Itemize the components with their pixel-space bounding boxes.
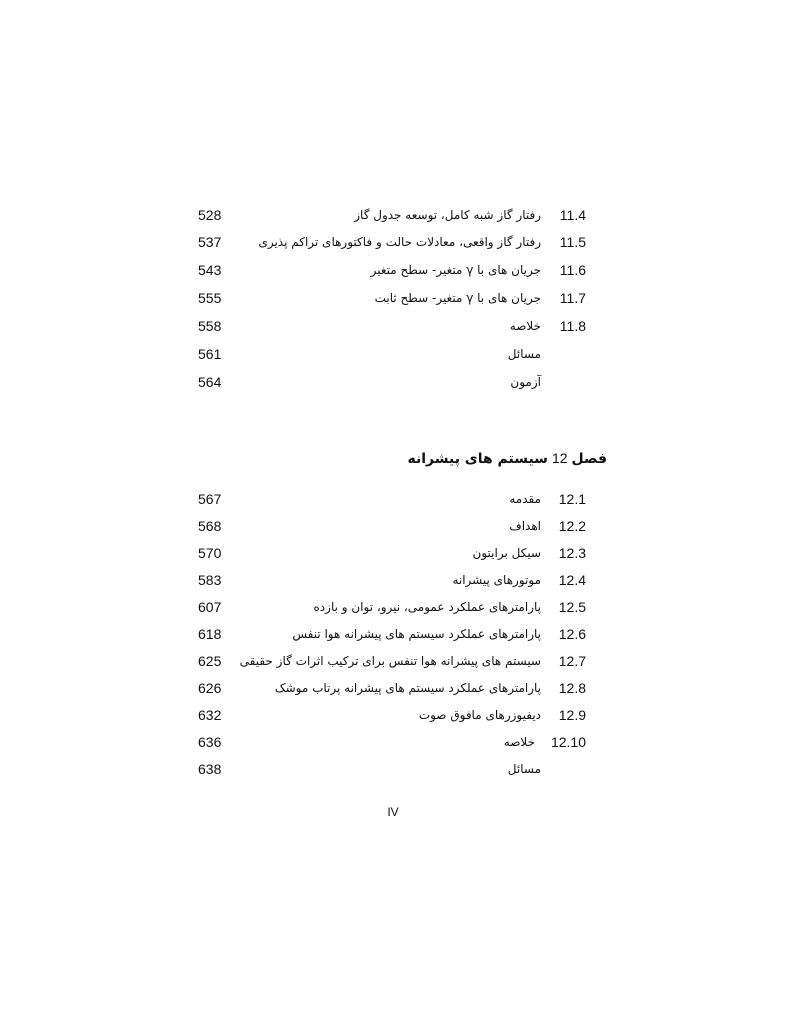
toc-page-number: 638 (198, 761, 222, 777)
toc-row (0, 677, 786, 699)
toc-section-number: 11.4 (559, 207, 586, 223)
toc-row (0, 704, 786, 726)
toc-page-number: 558 (198, 318, 222, 334)
toc-entry-title: سیکل برایتون (472, 546, 541, 560)
chapter-label: فصل (571, 451, 607, 467)
toc-section-number: 11.5 (559, 234, 586, 250)
toc-page-number: 625 (198, 653, 222, 669)
toc-row (0, 259, 786, 281)
toc-section-number: 12.4 (558, 572, 586, 588)
toc-row (0, 231, 786, 253)
toc-page-number: 555 (198, 290, 222, 306)
toc-section-number: 12.6 (558, 626, 586, 642)
toc-page-number: 626 (198, 680, 222, 696)
toc-entry-title: جریان های با γ متغیر- سطح متغیر (370, 263, 541, 277)
toc-row (0, 343, 786, 365)
toc-row (0, 623, 786, 645)
toc-entry-title: مقدمه (509, 492, 541, 506)
toc-row (0, 371, 786, 393)
toc-entry-title: جریان های با γ متغیر- سطح ثابت (374, 291, 541, 305)
chapter-title: سیستم های پیشرانه (407, 451, 548, 467)
toc-section-number: 12.8 (558, 680, 586, 696)
toc-page-number: 567 (198, 491, 222, 507)
chapter-number: 12 (551, 450, 568, 466)
toc-section-number: 12.1 (558, 491, 586, 507)
toc-page-number: 636 (198, 734, 222, 750)
toc-row (0, 758, 786, 780)
toc-entry-title: پارامترهای عملکرد عمومی، نیرو، توان و بازده (313, 600, 541, 614)
toc-page-number: 528 (198, 207, 222, 223)
toc-entry-title: موتورهای پیشرانه (452, 573, 541, 587)
toc-page-number: 568 (198, 518, 222, 534)
toc-section-number: 12.2 (558, 518, 586, 534)
toc-page-number: 543 (198, 262, 222, 278)
toc-row (0, 650, 786, 672)
toc-entry-title: دیفیوزرهای مافوق صوت (418, 708, 541, 722)
chapter-heading (0, 445, 786, 471)
toc-page-number: 561 (198, 346, 222, 362)
toc-page-number: 607 (198, 599, 222, 615)
toc-row (0, 204, 786, 226)
toc-section-number: 12.10 (550, 734, 586, 750)
toc-entry-title: خلاصه (503, 735, 535, 749)
toc-entry-title: خلاصه (509, 319, 541, 333)
toc-section-number: 12.7 (558, 653, 586, 669)
toc-row (0, 488, 786, 510)
toc-section-number: 12.3 (558, 545, 586, 561)
toc-page-number: 618 (198, 626, 222, 642)
toc-entry-title: پارامترهای عملکرد سیستم های پیشرانه هوا تنفس (292, 627, 541, 641)
footer-page-number: IV (387, 805, 399, 819)
toc-section-number: 12.5 (558, 599, 586, 615)
toc-entry-title: رفتار گاز شبه کامل، توسعه جدول گاز (354, 208, 541, 222)
toc-page-number: 564 (198, 374, 222, 390)
toc-row (0, 315, 786, 337)
toc-entry-title: رفتار گاز واقعی، معادلات حالت و فاکتورهای تراکم پذیری (258, 235, 541, 249)
toc-row (0, 515, 786, 537)
toc-page-number: 570 (198, 545, 222, 561)
toc-row (0, 287, 786, 309)
toc-entry-title: آزمون (510, 375, 541, 389)
toc-section-number: 11.6 (559, 262, 586, 278)
toc-row (0, 731, 786, 753)
toc-entry-title: اهداف (509, 519, 541, 533)
chapter-heading-text (408, 445, 607, 472)
toc-section-number: 12.9 (558, 707, 586, 723)
toc-row (0, 542, 786, 564)
toc-entry-title: مسائل (507, 347, 541, 361)
toc-section-number: 11.7 (559, 290, 586, 306)
toc-row (0, 596, 786, 618)
toc-entry-title: مسائل (507, 762, 541, 776)
toc-entry-title: پارامترهای عملکرد سیستم های پیشرانه پرتاب موشک (274, 681, 541, 695)
toc-section-number: 11.8 (559, 318, 586, 334)
toc-page-number: 583 (198, 572, 222, 588)
toc-entry-title: سیستم های پیشرانه هوا تنفس برای ترکیب اثرات گاز حقیقی (239, 654, 541, 668)
toc-page-number: 632 (198, 707, 222, 723)
toc-page-number: 537 (198, 234, 222, 250)
toc-row (0, 569, 786, 591)
